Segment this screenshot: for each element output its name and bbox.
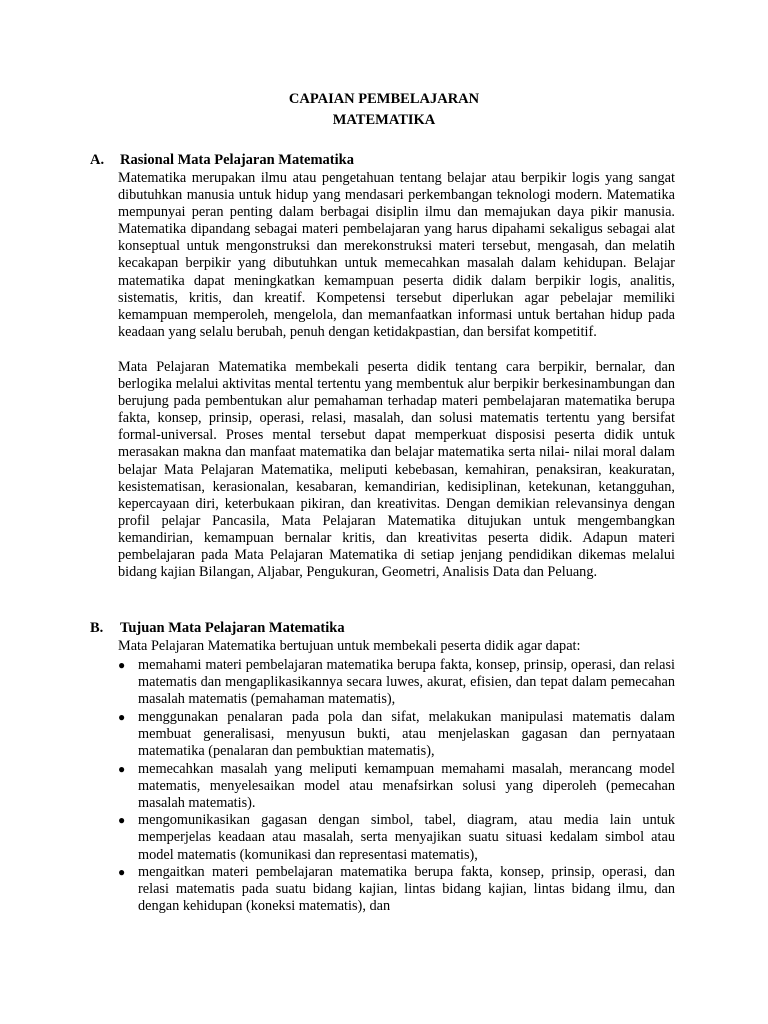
- section-b-title: Tujuan Mata Pelajaran Matematika: [120, 620, 345, 636]
- section-b-letter: B.: [90, 620, 104, 636]
- document-title: CAPAIAN PEMBELAJARAN: [288, 91, 480, 107]
- bullet-icon: ●: [118, 813, 126, 828]
- bullet-icon: ●: [118, 865, 126, 880]
- section-b-heading: [90, 619, 345, 637]
- bullet-icon: ●: [118, 709, 126, 724]
- bullet-icon: ●: [118, 658, 126, 672]
- section-a-paragraph-1: Matematika merupakan ilmu atau pengetahuan tentang belajar atau berpikir logis yang sangat dibutuhkan manusia untuk hidup yang mendasari perkembangan teknologi modern. Matematika mempunyai peran penting dalam berbagai disiplin ilmu dan memajukan daya pikir manusia. Matematika dipandang sebagai materi pembelajaran yang harus dipahami sekaligus sebagai alat konseptual untuk mengonstruksi dan merekonstruksi materi tersebut, mengasah, dan melatih kecakapan berpikir yang dibutuhkan untuk memecahkan masalah dalam kehidupan. Belajar matematika dapat meningkatkan kemampuan peserta didik dalam berpikir logis, analitis, sistematis, kritis, dan kreatif. Kompetensi tersebut diperlukan agar pebelajar memiliki kemampuan memperoleh, mengelola, dan memanfaatkan informasi untuk bertahan hidup pada keadaan yang selalu berubah, penuh dengan ketidakpastian, dan bersifat kompetitif.: [118, 170, 675, 340]
- list-item: [118, 657, 675, 708]
- section-b-intro: Mata Pelajaran Matematika bertujuan untuk membekali peserta didik agar dapat:: [118, 638, 581, 654]
- objectives-list: [118, 657, 675, 916]
- list-item: [118, 864, 675, 915]
- section-a-heading: [90, 151, 354, 169]
- list-item-text: menggunakan penalaran pada pola dan sifat, melakukan manipulasi matematis dalam membuat generalisasi, menyusun bukti, atau menjelaskan gagasan dan pernyataan matematika (penalaran dan pembuktian matematis),: [138, 708, 675, 759]
- section-a-letter: A.: [90, 152, 105, 168]
- list-item: [118, 812, 675, 863]
- list-item: [118, 761, 675, 812]
- list-item-text: memahami materi pembelajaran matematika berupa fakta, konsep, prinsip, operasi, dan relasi matematis dan mengaplikasikannya secara luwes, akurat, efisien, dan tepat dalam pemecahan masalah matematis (pemahaman matematis),: [138, 657, 675, 708]
- section-a-title: Rasional Mata Pelajaran Matematika: [120, 152, 354, 168]
- list-item: [118, 709, 675, 760]
- bullet-icon: ●: [118, 761, 126, 776]
- document-subtitle: MATEMATIKA: [332, 112, 436, 128]
- list-item-text: mengomunikasikan gagasan dengan simbol, tabel, diagram, atau media lain untuk memperjelas keadaan atau masalah, serta menyajikan suatu situasi kedalam simbol atau model matematis (komunikasi dan representasi matematis),: [138, 812, 675, 863]
- list-item-text: memecahkan masalah yang meliputi kemampuan memahami masalah, merancang model matematis, menyelesaikan model atau menafsirkan solusi yang diperoleh (pemecahan masalah matematis).: [138, 760, 675, 811]
- list-item-text: mengaitkan materi pembelajaran matematika berupa fakta, konsep, prinsip, operasi, dan relasi matematis pada suatu bidang kajian, lintas bidang kajian, lintas bidang ilmu, dan dengan kehidupan (koneksi matematis), dan: [138, 864, 675, 915]
- section-a-paragraph-2: Mata Pelajaran Matematika membekali peserta didik tentang cara berpikir, bernalar, dan berlogika melalui aktivitas mental tertentu yang membentuk alur berpikir berkesinambungan dan berujung pada pembentukan alur pemahaman terhadap materi pembelajaran matematika berupa fakta, konsep, prinsip, operasi, relasi, masalah, dan solusi matematis tertentu yang bersifat formal-universal. Proses mental tersebut dapat memperkuat disposisi peserta didik untuk merasakan makna dan manfaat matematika dan belajar matematika serta nilai- nilai moral dalam belajar Mata Pelajaran Matematika, meliputi kebebasan, kemahiran, penaksiran, keakuratan, kesistematisan, kerasionalan, kesabaran, kemandirian, kedisiplinan, ketekunan, ketangguhan, kepercayaan diri, keterbukaan pikiran, dan kreativitas. Dengan demikian relevansinya dengan profil pelajar Pancasila, Mata Pelajaran Matematika ditujukan untuk mengembangkan kemandirian, kemampuan bernalar kritis, dan kreativitas peserta didik. Adapun materi pembelajaran pada Mata Pelajaran Matematika di setiap jenjang pendidikan dikemas melalui bidang kajian Bilangan, Aljabar, Pengukuran, Geometri, Analisis Data dan Peluang.: [118, 359, 675, 581]
